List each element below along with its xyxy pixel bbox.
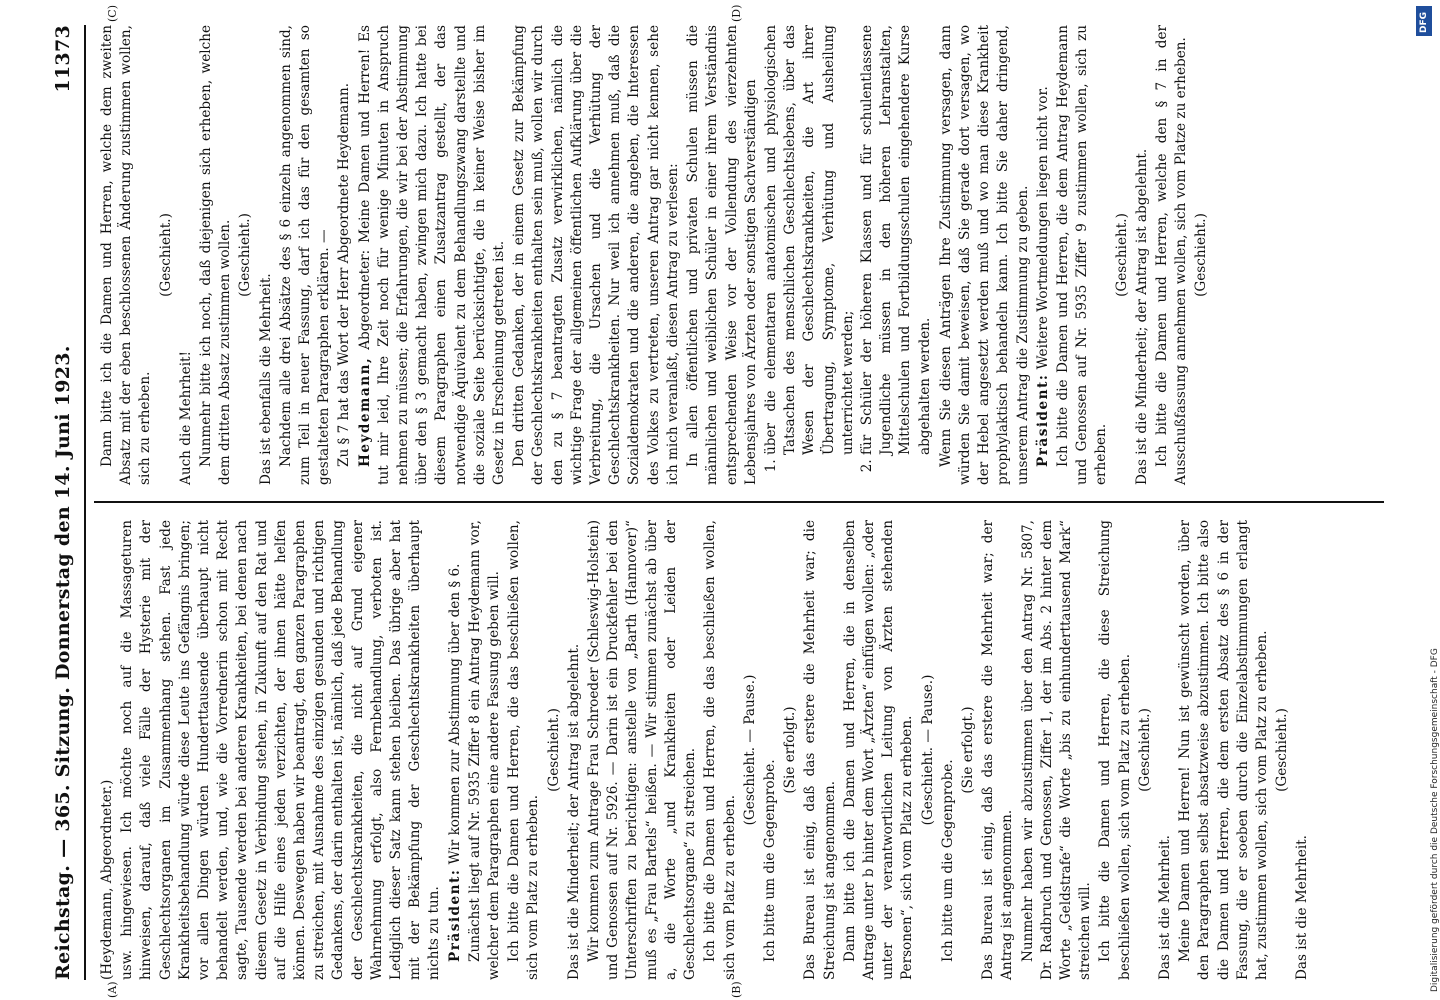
paragraph: Ich bitte die Damen und Herren, die das beschließen wollen, sich vom Platz zu erheben. (702, 520, 738, 980)
paragraph: Weitere Wortmeldungen liegen nicht vor. (1034, 86, 1051, 370)
speaker-name: Präsident: (1034, 373, 1051, 467)
margin-mark-b: (B) (730, 981, 743, 998)
speaker-continuation: (Heydemann, Abgeordneter.) (99, 779, 115, 980)
paragraph: Zunächst liegt auf Nr. 5935 Ziffer 8 ein Antrag Heydemann vor, welcher dem Paragraphen eine andere Fassung geben will. (466, 520, 503, 980)
column-divider (94, 501, 1384, 503)
header-title: Reichstag. — 365. Sitzung. Donnerstag den 14. Juni 1923. (52, 345, 74, 980)
stage-direction: (Geschieht. — Pause.) (741, 674, 758, 826)
left-column (98, 520, 1378, 980)
stage-direction: (Geschieht.) (1136, 708, 1153, 792)
paragraph: Nunmehr bitte ich noch, daß diejenigen sich erheben, welche dem dritten Absatz zustimmen wollen. (198, 25, 234, 485)
list-item: 1. über die elementaren anatomischen und physiologischen Tatsachen des menschlichen Geschlechtslebens, über das Wesen der Geschlechtskrankheiten, die Art ihrer Übertragung, Symptome, Verhütung und Ausheilung unterrichtet werden; (762, 25, 858, 455)
paragraph: Das ist die Minderheit; der Antrag ist abgelehnt. (1133, 148, 1150, 485)
paragraph: Das ist ebenfalls die Mehrheit. (257, 273, 274, 485)
rotated-document-page (10, 0, 1400, 1000)
header-rule (84, 25, 86, 980)
speaker-name: Präsident: (446, 868, 463, 962)
paragraph: Wir kommen zur Abstimmung über den § 6. (446, 563, 463, 865)
stage-direction: (Geschieht.) (1113, 213, 1130, 297)
speaker-name: Heydemann, (356, 356, 373, 467)
paragraph: Ich bitte die Damen und Herren, die das beschließen wollen, sich vom Platz zu erheben. (506, 520, 542, 980)
margin-mark-c: (C) (106, 5, 119, 22)
paragraph: Ich bitte um die Gegenprobe. (761, 759, 778, 962)
stage-direction: (Geschieht.) (1193, 213, 1210, 297)
stage-direction: (Geschieht.) (1274, 708, 1291, 792)
digitization-credit-text: Digitalisierung gefördert durch die Deutsche Forschungsgemeinschaft - DFG (1430, 648, 1440, 992)
paragraph: Das ist die Minderheit; der Antrag ist abgelehnt. (565, 643, 582, 980)
stage-direction: (Sie erfolgt.) (782, 706, 799, 794)
paragraph: Auch die Mehrheit! (177, 351, 194, 485)
paragraph: Zu § 7 hat das Wort der Herr Abgeordnete Heydemann. (336, 82, 353, 467)
paragraph: Das ist die Mehrheit. (1156, 835, 1173, 980)
paragraph: Dann bitte ich die Damen und Herren, die in denselben Antrage unter b hinter dem Wort „Ärzten“ einfügen wollen: „oder unter der verantwortlichen Leitung von Ärzten stehenden Personen“, sich vom Platz zu erheben. (841, 520, 916, 980)
paragraph: Wenn Sie diesen Anträgen Ihre Zustimmung versagen, dann würden Sie damit beweisen, daß Sie gerade dort versagen, wo der Hebel angesetzt werden muß und wo man diese Krankheit prophylaktisch behandeln kann. Ich bitte Sie daher dringend, unserem Antrag die Zustimmung zu geben. (937, 25, 1031, 485)
digitization-credit (1418, 8, 1440, 992)
margin-mark-a: (A) (106, 981, 119, 998)
paragraph: Dann bitte ich die Damen und Herren, welche dem zweiten Absatz mit der eben beschlossenen Änderung zustimmen wollen, sich zu erheben. (99, 25, 154, 485)
stage-direction: (Geschieht.) (545, 708, 562, 792)
paragraph: Ich bitte die Damen und Herren, welche den § 7 in der Ausschußfassung annehmen wollen, sich vom Platze zu erheben. (1153, 25, 1190, 485)
dfg-logo-text: DFG (1419, 11, 1429, 33)
quoted-motion: In allen öffentlichen und privaten Schulen müssen die männlichen und weiblichen Schüler in einer ihrem Verständnis entsprechenden Weise vor der Vollendung des vierzehnten Lebensjahres von Ärzten oder sonstigen Sachverständigen (685, 25, 759, 485)
paragraph: Das Bureau ist einig, daß das erstere die Mehrheit war; die Streichung ist angenommen. (802, 520, 838, 980)
right-column (98, 25, 1378, 485)
stage-direction: (Sie erfolgt.) (959, 706, 976, 794)
paragraph: Abgeordneter: Meine Damen und Herren! Es tut mir leid, Ihre Zeit noch für wenige Minuten in Anspruch nehmen zu müssen; die Erfahrungen, die wir bei der Abstimmung über den § 3 gemacht haben, zwingen mich dazu. Ich hatte bei diesem Paragraphen einen Zusatzantrag gestellt, der das notwendige Äquivalent zu dem Behandlungszwang darstellte und die soziale Seite berücksichtigte, die in keiner Weise bisher im Gesetz in Erscheinung getreten ist. (356, 24, 508, 485)
dfg-logo (1416, 6, 1432, 36)
paragraph: Das Bureau ist einig, daß das erstere die Mehrheit war; der Antrag ist angenommen. (980, 520, 1016, 980)
margin-mark-d: (D) (730, 4, 743, 22)
motion-list (762, 25, 935, 485)
paragraph: Ich bitte die Damen und Herren, die diese Streichung beschließen wollen, sich vom Platz zu erheben. (1097, 520, 1133, 980)
page-header (52, 25, 80, 980)
paragraph: Ich bitte die Damen und Herren, die dem Antrag Heydemann und Genossen auf Nr. 5935 Ziffer 9 zustimmen wollen, sich zu erheben. (1054, 25, 1110, 485)
paragraph: Meine Damen und Herren! Nun ist gewünscht worden, über den Paragraphen selbst absatzweise abzustimmen. Ich bitte also die Damen und Herren, die dem ersten Absatz des § 6 in der Fassung, die er soeben durch die Einzelabstimmungen erlangt hat, zustimmen wollen, sich vom Platz zu erheben. (1177, 520, 1270, 980)
stage-direction: (Geschieht.) (157, 213, 174, 297)
paragraph: Den dritten Gedanken, der in einem Gesetz zur Bekämpfung der Geschlechtskrankheiten enthalten sein muß, wollen wir durch den zu § 7 beantragten Zusatz verwirklichen, nämlich die wichtige Frage der allgemeinen öffentlichen Aufklärung über die Verbreitung, die Ursachen und die Verhütung der Geschlechtskrankheiten. Nur weil ich annehmen muß, daß die Sozialdemokraten und die anderen, die angeben, die Interessen des Volkes zu vertreten, unseren Antrag gar nicht kennen, sehe ich mich veranlaßt, diesen Antrag zu verlesen: (511, 25, 681, 485)
paragraph: Wir kommen zum Antrage Frau Schroeder (Schleswig-Holstein) und Genossen auf Nr. 5926. — Darin ist ein Druckfehler bei den Unterschriften zu berichtigen: anstelle von „Barth (Hannover)“ muß es „Frau Bartels“ heißen. — Wir stimmen zunächst ab über a, die Worte „und Krankheiten oder Leiden der Geschlechtsorgane“ zu streichen. (586, 520, 699, 980)
paragraph: Nachdem alle drei Absätze des § 6 einzeln angenommen sind, zum Teil in neuer Fassung, darf ich das für den gesamten so gestalteten Paragraphen erklären. — (277, 25, 333, 485)
paragraph: Nunmehr haben wir abzustimmen über den Antrag Nr. 5807, Dr. Radbruch und Genossen, Ziffer 1, der im Abs. 2 hinter dem Worte „Geldstrafe“ die Worte „bis zu einhunderttausend Mark“ streichen will. (1019, 520, 1094, 980)
paragraph: usw. hingewiesen. Ich möchte noch auf die Massageturen hinweisen, darauf, daß viele Fälle der Hysterie mit der Geschlechtsorganen im Zusammenhang stehen. Fast jede Krankheitsbehandlung würde diese Leute ins Gefängnis bringen; vor allen Dingen würden Hunderttausende überhaupt nicht behandelt werden, und, wie die Vorrednerin schon mit Recht sagte, Tausende werden bei anderen Krankheiten, bei denen nach diesem Gesetz in Verbindung stehen, in Zukunft auf den Rat und auf die Hilfe eines jeden verzichten, der ihnen hätte helfen können. Deswegen haben wir beantragt, den ganzen Paragraphen zu streichen, mit Ausnahme des einzigen gesunden und richtigen Gedankens, der darin enthalten ist, nämlich, daß jede Behandlung der Geschlechtskrankheiten, die nicht auf Grund eigener Wahrnehmung erfolgt, also Fernbehandlung, verboten ist. Lediglich dieser Satz kann stehen bleiben. Das übrige aber hat mit der Bekämpfung der Geschlechtskrankheiten überhaupt nichts zu tun. (119, 520, 443, 980)
page-number: 11373 (52, 25, 74, 93)
paragraph: Das ist die Mehrheit. (1294, 835, 1311, 980)
paragraph: Ich bitte um die Gegenprobe. (939, 759, 956, 962)
list-item: 2. für Schüler der höheren Klassen und für schulentlassene Jugendliche müssen in den höheren Lehranstalten, Mittelschulen und Fortbildungsschulen eingehendere Kurse abgehalten werden. (858, 25, 935, 455)
stage-direction: (Geschieht. — Pause.) (919, 674, 936, 826)
stage-direction: (Geschieht.) (237, 213, 254, 297)
